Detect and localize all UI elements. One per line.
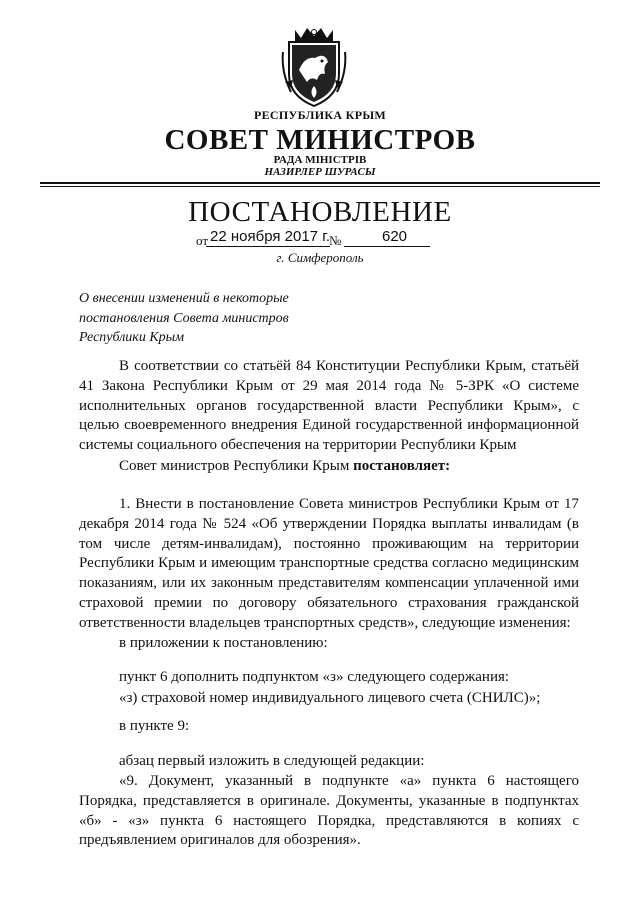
resolve-prefix: Совет министров Республики Крым (119, 458, 354, 474)
resolve-paragraph (79, 457, 579, 477)
item-1-paragraph: 1. Внести в постановление Совета министров Республики Крым от 17 декабря 2014 года № 524 «Об утверждении Порядка выплаты инвалидам (в том числе детям-инвалидам), постоянно проживающим на территории Республики Крым и имеющим транспортные средства согласно медицинским показаниям, или их законным представителям компенсации уплаченной ими страховой премии по договору обязательного страхования гражданской ответственности владельцев транспортных средств», следующие изменения: (79, 496, 579, 631)
resolve-keyword: постановляет: (353, 458, 451, 474)
document-number: 620 (382, 228, 408, 245)
number-prefix: № (329, 233, 342, 248)
quote-paragraph: «9. Документ, указанный в подпункте «а» пункта 6 настоящего Порядка, представляется в оригинале. Документы, указанные в подпунктах «б» - «з» пункта 6 настоящего Порядка, представляются в копиях с предъявлением оригиналов для обозрения». (79, 773, 579, 849)
date-prefix: от (196, 233, 209, 248)
point-9-paragraph: в пункте 9: (119, 718, 190, 734)
annex-paragraph: в приложении к постановлению: (119, 635, 328, 651)
document-date: 22 ноября 2017 г. (210, 228, 330, 245)
number-underline (344, 246, 430, 247)
basis-paragraph: В соответствии со статьёй 84 Конституции Республики Крым, статьёй 41 Закона Республики Крым от 29 мая 2014 года № 5-ЗРК «О системе исполнительных органов государственной власти Республики Крым», с целью своевременного внедрения Единой государственной информационной системы социального обеспечения на территории Республики Крым (79, 358, 579, 454)
point-6-text: «з) страховой номер индивидуального лицевого счета (СНИЛС)»; (119, 690, 541, 706)
abzac-paragraph: абзац первый изложить в следующей редакции: (119, 753, 425, 769)
subject-line: О внесении изменений в некоторые (79, 291, 289, 306)
document-city: г. Симферополь (276, 250, 364, 265)
point-6-paragraph: пункт 6 дополнить подпунктом «з» следующего содержания: (119, 669, 510, 685)
header-divider-thick (40, 182, 600, 184)
subject-line: постановления Совета министров (79, 310, 289, 326)
header-divider-thin (40, 186, 600, 187)
date-underline (206, 246, 330, 247)
header-council: СОВЕТ МИНИСТРОВ (164, 124, 476, 156)
header-republic: РЕСПУБЛИКА КРЫМ (253, 108, 387, 122)
header-council-ct: НАЗИРЛЕР ШУРАСЫ (264, 166, 376, 178)
header-council-ua: РАДА МІНІСТРІВ (273, 154, 367, 166)
coat-of-arms-icon (281, 22, 347, 110)
document-type-title: ПОСТАНОВЛЕНИЕ (188, 196, 452, 228)
date-number-line (196, 228, 436, 248)
subject-line: Республики Крым (79, 330, 185, 345)
document-subject (79, 289, 359, 348)
